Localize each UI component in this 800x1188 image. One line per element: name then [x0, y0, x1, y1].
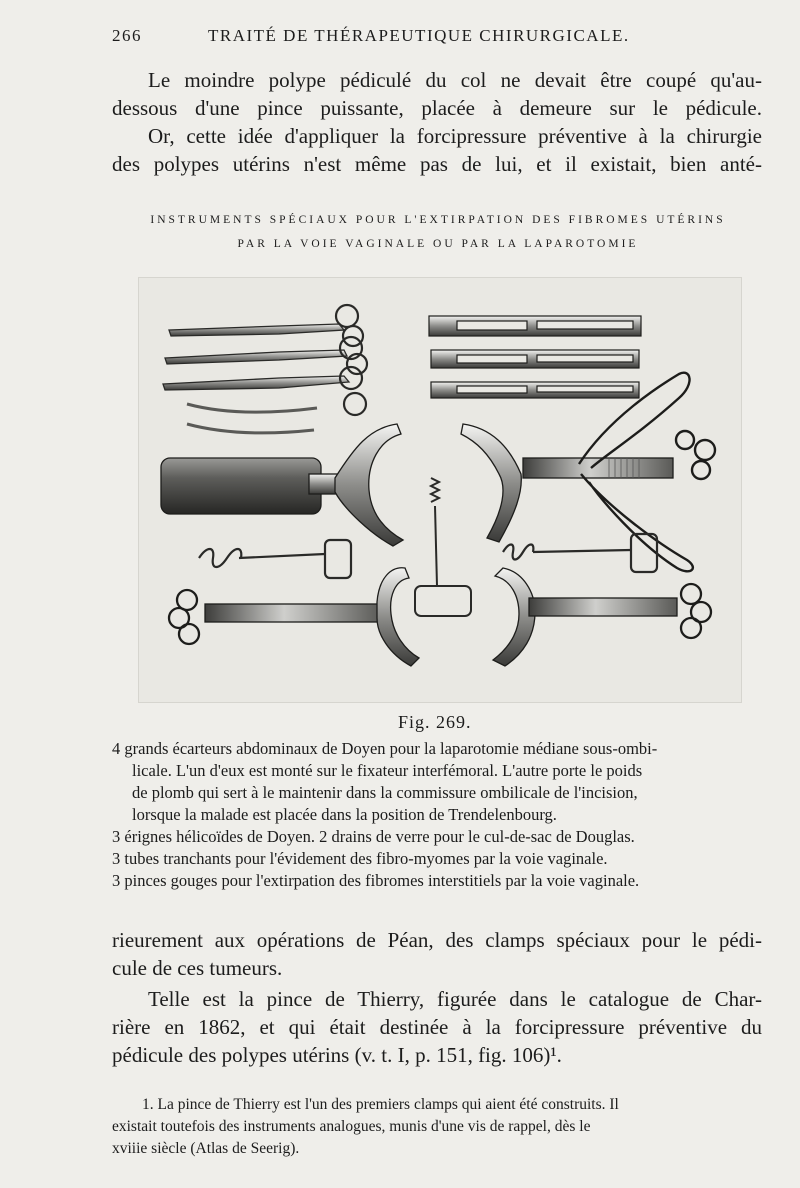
footnote-line: existait toutefois des instruments analogues, munis d'une vis de rappel, dès le	[112, 1118, 591, 1135]
figure-caption	[112, 738, 762, 892]
text-line: Telle est la pince de Thierry, figurée dans le catalogue de Char-	[148, 987, 762, 1011]
caption-item	[112, 738, 762, 826]
glass-drains	[187, 404, 317, 433]
caption-item	[112, 826, 762, 848]
footnote-line: 1. La pince de Thierry est l'un des premiers clamps qui aient été construits. Il	[142, 1096, 619, 1113]
text-line: Le moindre polype pédiculé du col ne devait être coupé qu'au-	[148, 68, 762, 92]
central-helicoid-hook	[415, 478, 471, 616]
figure-label: Fig. 269.	[398, 712, 472, 732]
text-line: Or, cette idée d'appliquer la forcipressure préventive à la chirurgie	[148, 124, 762, 148]
cutting-tubes	[429, 316, 641, 398]
page-number: 266	[112, 26, 142, 45]
figure-title-line: INSTRUMENTS SPÉCIAUX POUR L'EXTIRPATION DES FIBROMES UTÉRINS	[150, 214, 726, 226]
helicoid-tenaculum	[199, 534, 657, 578]
caption-line: 3 érignes hélicoïdes de Doyen. 2 drains de verre pour le cul-de-sac de Douglas.	[112, 827, 635, 846]
caption-line: licale. L'un d'eux est monté sur le fixateur interfémoral. L'autre porte le poids	[132, 761, 643, 780]
retractor-with-holder	[461, 373, 715, 572]
text-line: dessous d'une pince puissante, placée à demeure sur le pédicule.	[112, 96, 762, 120]
caption-line: de plomb qui sert à le maintenir dans la commissure ombilicale de l'incision,	[132, 783, 638, 802]
surgical-instruments-illustration	[139, 278, 741, 702]
caption-line: 4 grands écarteurs abdominaux de Doyen pour la laparotomie médiane sous-ombi-	[112, 739, 658, 758]
caption-line: 3 tubes tranchants pour l'évidement des fibro-myomes par la voie vaginale.	[112, 849, 608, 868]
footnote-line: xviiie siècle (Atlas de Seerig).	[112, 1140, 300, 1157]
body-paragraph-thierry	[112, 985, 762, 1069]
text-line: rieurement aux opérations de Péan, des clamps spéciaux pour le pédi-	[112, 928, 762, 952]
caption-item	[112, 848, 762, 870]
body-paragraph-top	[112, 66, 762, 178]
instruments-plate	[138, 277, 742, 703]
text-line: pédicule des polypes utérins (v. t. I, p. 151, fig. 106)¹.	[112, 1043, 562, 1067]
figure-title-line: PAR LA VOIE VAGINALE OU PAR LA LAPAROTOMIE	[237, 238, 639, 250]
running-title: TRAITÉ DE THÉRAPEUTIQUE CHIRURGICALE.	[208, 26, 630, 45]
figure-title	[100, 208, 776, 256]
body-paragraph-continued	[112, 926, 762, 982]
text-line: des polypes utérins n'est même pas de lui, et il existait, bien anté-	[112, 152, 762, 176]
footnote	[112, 1094, 772, 1160]
caption-line: lorsque la malade est placée dans la position de Trendelenbourg.	[132, 805, 557, 824]
retractor-with-weight	[161, 424, 403, 546]
gouge-forceps	[163, 305, 367, 415]
running-header	[112, 26, 672, 48]
text-line: cule de ces tumeurs.	[112, 956, 283, 980]
caption-line: 3 pinces gouges pour l'extirpation des fibromes interstitiels par la voie vaginale.	[112, 871, 640, 890]
caption-item	[112, 870, 762, 892]
text-line: rière en 1862, et qui était destinée à la forcipressure préventive du	[112, 1015, 762, 1039]
